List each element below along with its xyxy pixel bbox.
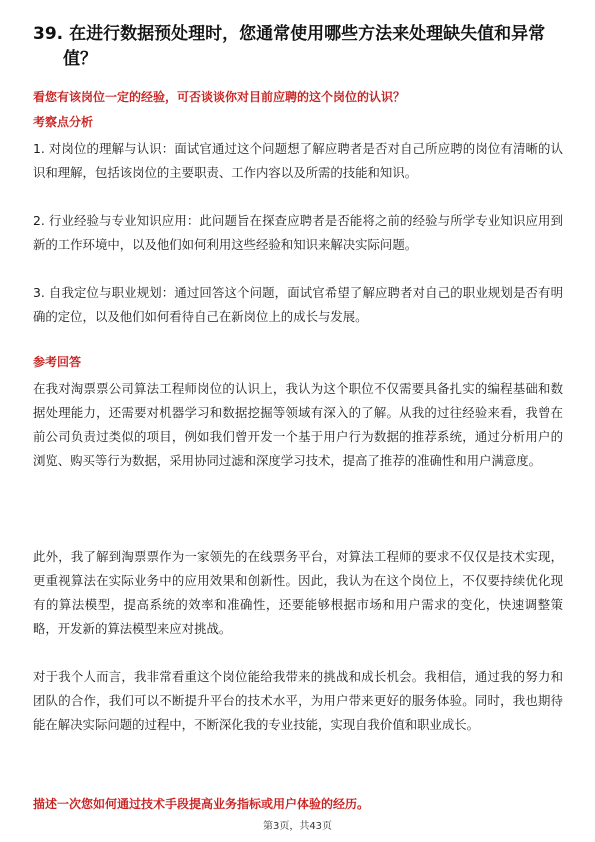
- page-footer: 第3页，共43页: [262, 821, 333, 832]
- answer-paragraph-2: 此外，我了解到淘票票作为一家领先的在线票务平台，对算法工程师的要求不仅仅是技术实现，更重视算法在实际业务中的应用效果和创新性。因此，我认为在这个岗位上，不仅要持续优化现有的算法模型，提高系统的效率和准确性，还要能够根据市场和用户需求的变化，快速调整策略，开发新的算法模型来应对挑战。: [33, 549, 563, 636]
- analysis-item-3: 3. 自我定位与职业规划：通过回答这个问题，面试官希望了解应聘者对自己的职业规划是否有明确的定位，以及他们如何看待自己在新岗位上的成长与发展。: [33, 285, 563, 324]
- analysis-heading: 考察点分析: [33, 115, 94, 129]
- answer-paragraph-3: 对于我个人而言，我非常看重这个岗位能给我带来的挑战和成长机会。我相信，通过我的努力和团队的合作，我们可以不断提升平台的技术水平，为用户带来更好的服务体验。同时，我也期待能在解决实际问题的过程中，不断深化我的专业技能，实现自我价值和职业成长。: [33, 669, 563, 732]
- answer-heading: 参考回答: [33, 355, 82, 369]
- question-title: [33, 22, 563, 72]
- analysis-item-2: 2. 行业经验与专业知识应用：此问题旨在探查应聘者是否能将之前的经验与所学专业知识应用到新的工作环境中，以及他们如何利用这些经验和知识来解决实际问题。: [33, 213, 563, 252]
- question-number: 39.: [33, 24, 64, 44]
- question-line-1: 在进行数据预处理时，您通常使用哪些方法来处理缺失值和异常: [69, 24, 546, 44]
- next-question: 描述一次您如何通过技术手段提高业务指标或用户体验的经历。: [33, 797, 370, 811]
- analysis-item-1: 1. 对岗位的理解与认识：面试官通过这个问题想了解应聘者是否对自己所应聘的岗位有清晰的认识和理解，包括该岗位的主要职责、工作内容以及所需的技能和知识。: [33, 141, 563, 180]
- followup-question: 看您有该岗位一定的经验，可否谈谈你对目前应聘的这个岗位的认识？: [33, 90, 406, 104]
- question-line-2: 值？: [63, 49, 97, 69]
- answer-paragraph-1: 在我对淘票票公司算法工程师岗位的认识上，我认为这个职位不仅需要具备扎实的编程基础和数据处理能力，还需要对机器学习和数据挖掘等领域有深入的了解。从我的过往经验来看，我曾在前公司负责过类似的项目，例如我们曾开发一个基于用户行为数据的推荐系统，通过分析用户的浏览、购买等行为数据，采用协同过滤和深度学习技术，提高了推荐的准确性和用户满意度。: [33, 381, 563, 468]
